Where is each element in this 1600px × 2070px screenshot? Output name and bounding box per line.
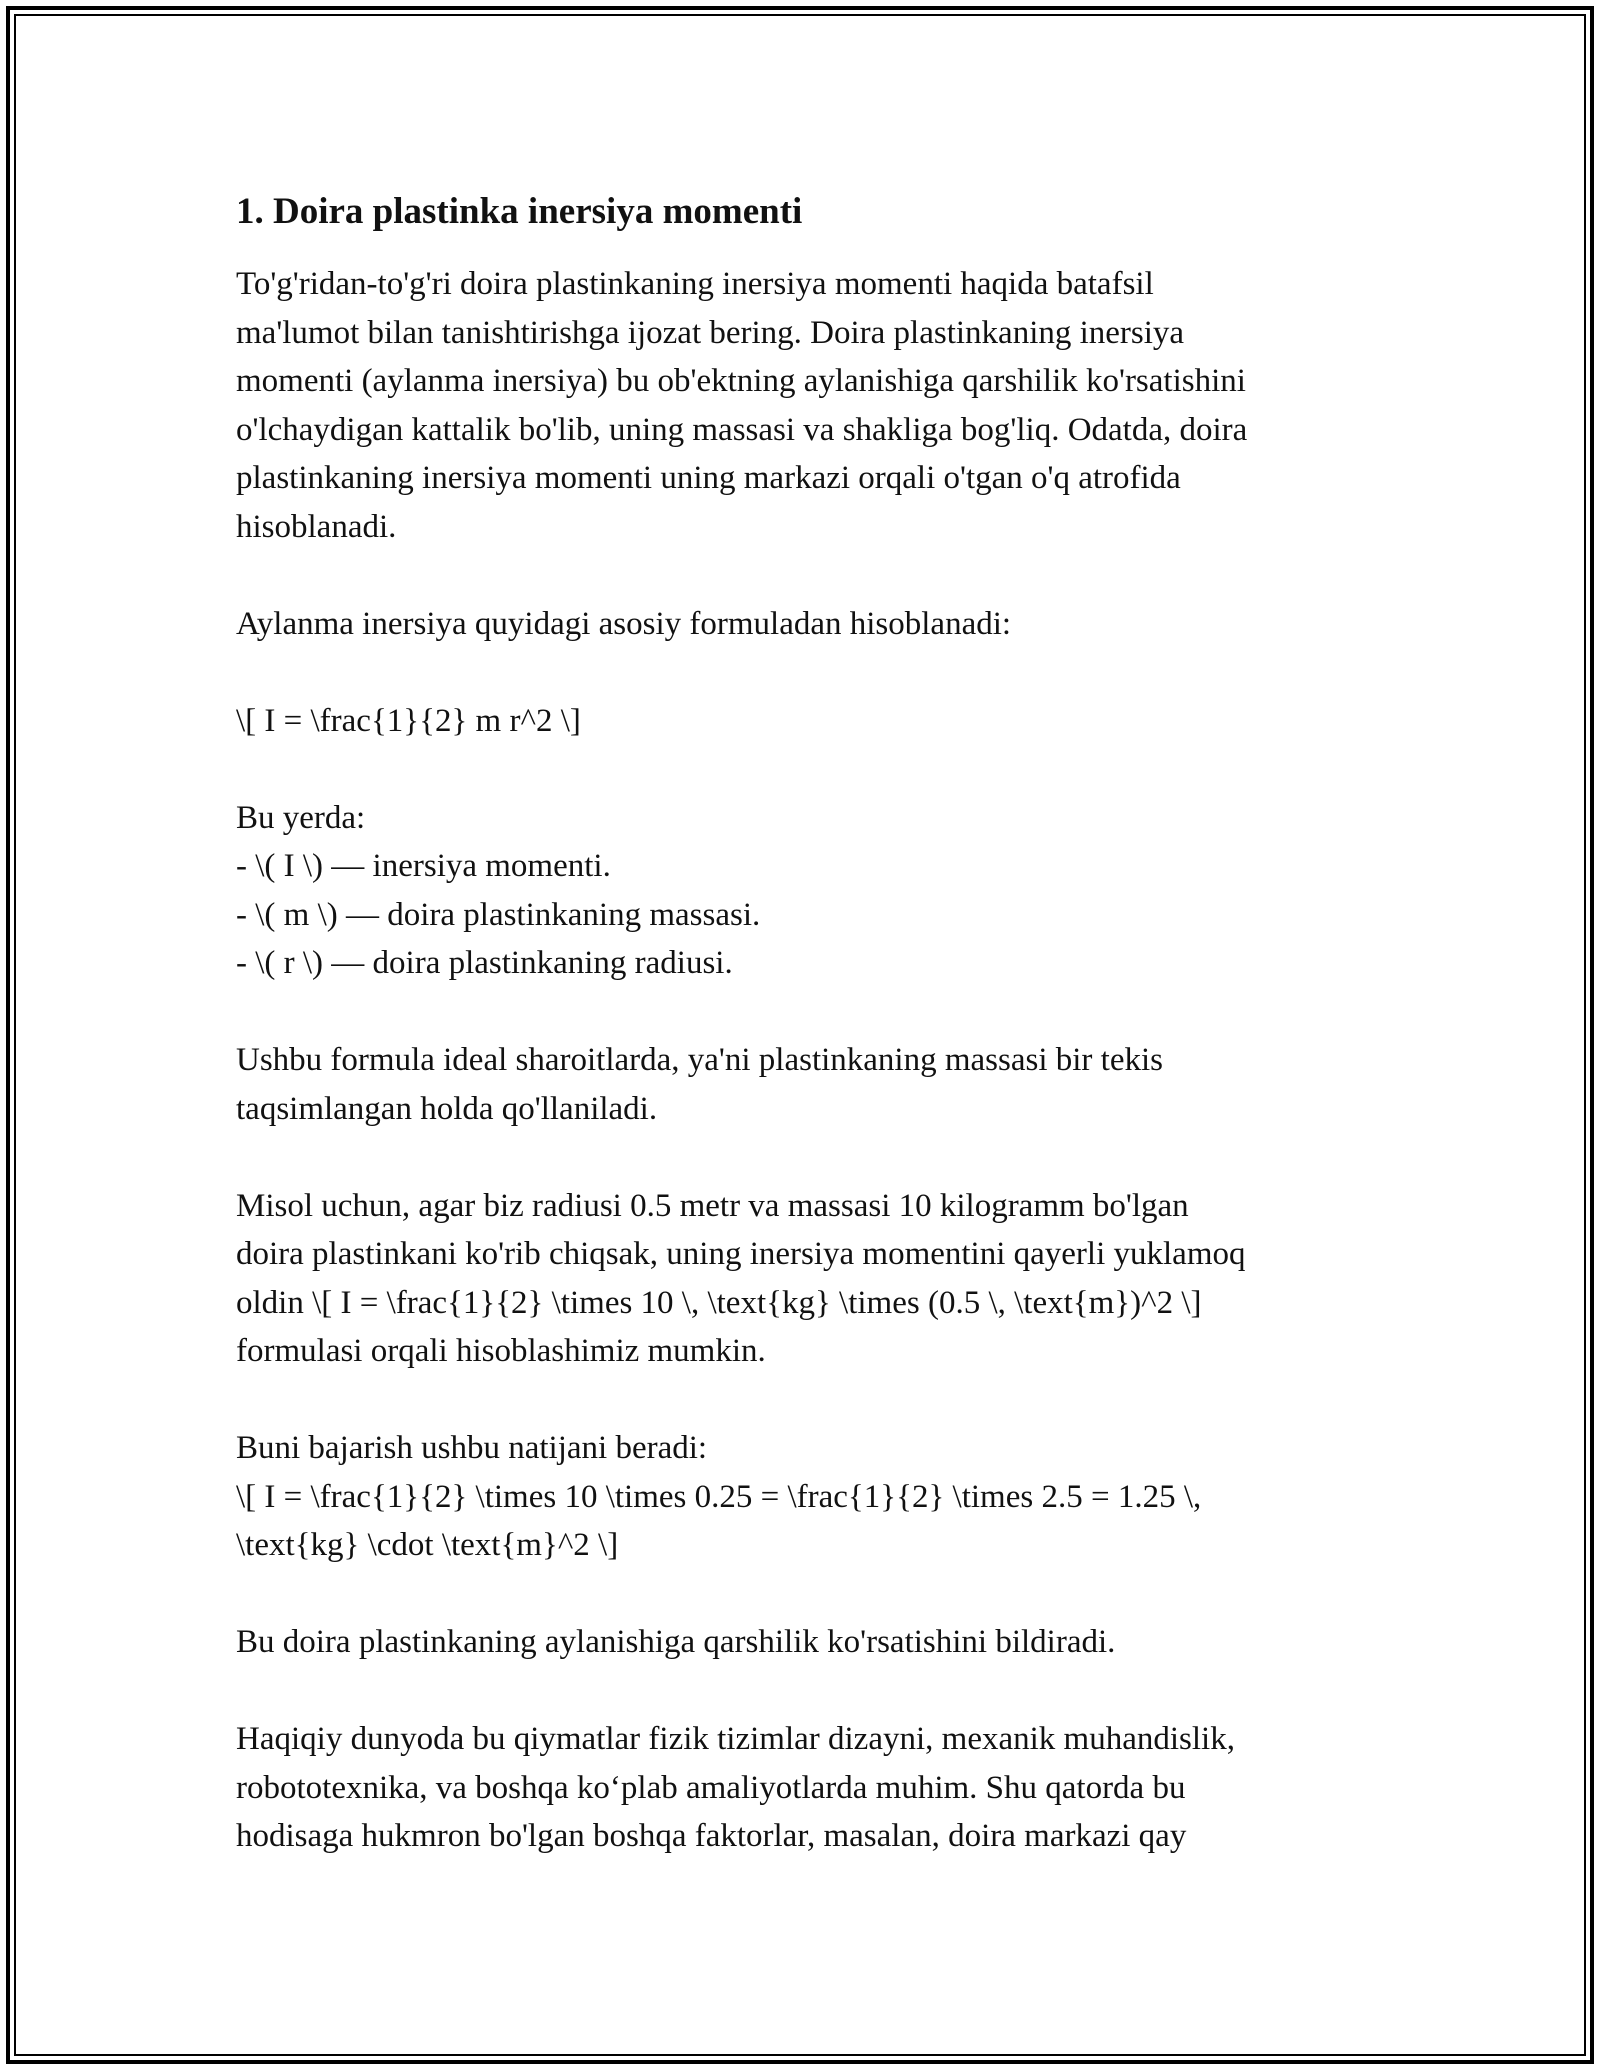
section-title: 1. Doira plastinka inersiya momenti: [236, 191, 803, 232]
paragraph-gap: [236, 648, 1366, 697]
paragraph-gap: [236, 745, 1366, 794]
text-line: \text{kg} \cdot \text{m}^2 \]: [236, 1527, 619, 1563]
text-line: robototexnika, va boshqa ko‘plab amaliyotlarda muhim. Shu qatorda bu: [236, 1769, 1186, 1806]
text-line: - \( I \) — inersiya momenti.: [236, 848, 611, 884]
text-line: \[ I = \frac{1}{2} m r^2 \]: [236, 702, 581, 739]
paragraph: [236, 260, 1366, 551]
paragraph: [236, 1715, 1366, 1861]
text-line: \[ I = \frac{1}{2} \times 10 \times 0.25 = \frac{1}{2} \times 2.5 = 1.25 \,: [236, 1478, 1202, 1515]
paragraph-gap: [236, 551, 1366, 600]
text-line: Ushbu formula ideal sharoitlarda, ya'ni plastinkaning massasi bir tekis: [236, 1042, 1163, 1078]
paragraph-gap: [236, 1667, 1366, 1716]
paragraph: [236, 1424, 1366, 1570]
paragraph: [236, 1182, 1366, 1376]
text-line: hodisaga hukmron bo'lgan boshqa faktorlar, masalan, doira markazi qay: [236, 1818, 1187, 1854]
text-line: Bu doira plastinkaning aylanishiga qarshilik ko'rsatishini bildiradi.: [236, 1624, 1116, 1660]
paragraph: [236, 600, 1366, 649]
paragraph: [236, 794, 1366, 988]
paragraph: [236, 1618, 1366, 1667]
paragraph-gap: [236, 1570, 1366, 1619]
text-line: momenti (aylanma inersiya) bu ob'ektning aylanishiga qarshilik ko'rsatishini: [236, 363, 1246, 399]
text-line: oldin \[ I = \frac{1}{2} \times 10 \, \text{kg} \times (0.5 \, \text{m})^2 \]: [236, 1284, 1202, 1321]
document-body: [236, 260, 1366, 1861]
text-line: - \( r \) — doira plastinkaning radiusi.: [236, 945, 733, 981]
text-line: doira plastinkani ko'rib chiqsak, uning inersiya momentini qayerli yuklamoq: [236, 1236, 1246, 1272]
text-line: ma'lumot bilan tanishtirishga ijozat bering. Doira plastinkaning inersiya: [236, 314, 1185, 351]
text-line: To'g'ridan-to'g'ri doira plastinkaning inersiya momenti haqida batafsil: [236, 266, 1154, 302]
text-line: o'lchaydigan kattalik bo'lib, uning massasi va shakliga bog'liq. Odatda, doira: [236, 411, 1248, 448]
text-line: - \( m \) — doira plastinkaning massasi.: [236, 896, 761, 933]
text-line: hisoblanadi.: [236, 508, 397, 545]
paragraph: [236, 1036, 1366, 1133]
text-line: taqsimlangan holda qo'llaniladi.: [236, 1090, 658, 1127]
document-page: [236, 186, 1366, 1861]
paragraph-gap: [236, 1376, 1366, 1425]
text-line: Aylanma inersiya quyidagi asosiy formuladan hisoblanadi:: [236, 605, 1012, 642]
text-line: Misol uchun, agar biz radiusi 0.5 metr va massasi 10 kilogramm bo'lgan: [236, 1187, 1189, 1224]
paragraph-gap: [236, 988, 1366, 1037]
text-line: formulasi orqali hisoblashimiz mumkin.: [236, 1333, 766, 1369]
text-line: plastinkaning inersiya momenti uning markazi orqali o'tgan o'q atrofida: [236, 460, 1181, 496]
text-line: Haqiqiy dunyoda bu qiymatlar fizik tizimlar dizayni, mexanik muhandislik,: [236, 1721, 1235, 1757]
text-line: Buni bajarish ushbu natijani beradi:: [236, 1430, 708, 1466]
paragraph: [236, 697, 1366, 746]
paragraph-gap: [236, 1133, 1366, 1182]
text-line: Bu yerda:: [236, 799, 366, 836]
